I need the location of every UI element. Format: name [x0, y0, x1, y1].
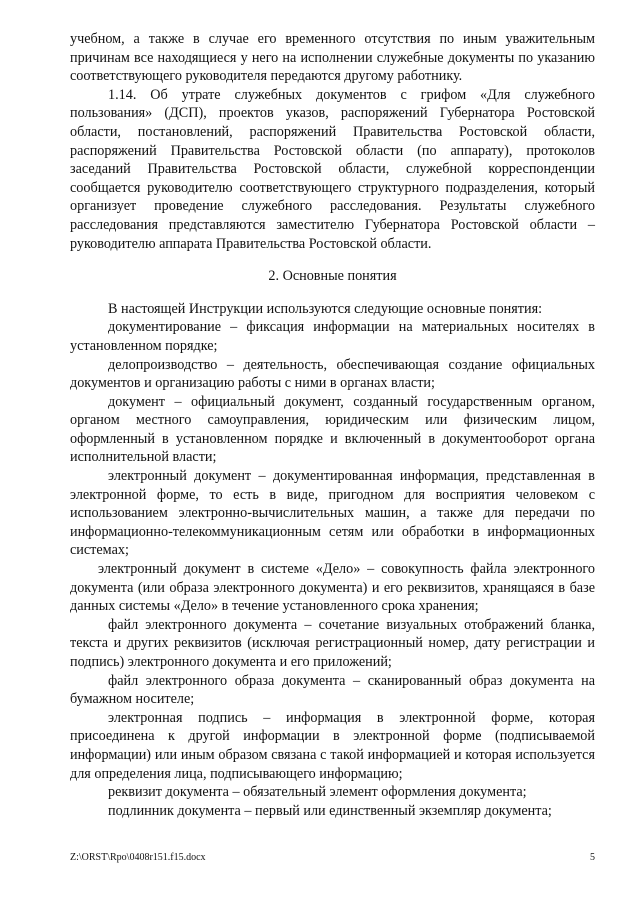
paragraph-1-14: 1.14. Об утрате служебных документов с грифом «Для служебного пользования» (ДСП), проектов указов, распоряжений Губернатора Ростовской области, постановлений, распоряжений Правительства Ростовской области, распоряжений Правительства Ростовской области (по аппарату), протоколов заседаний Правительства Ростовской области, служебной корреспонденции сообщается руководителю соответствующего структурного подразделения, который организует проведение служебного расследования. Результаты служебного расследования представляются заместителю Губернатора Ростовской области – руководителю аппарата Правительства Ростовской области.	[70, 86, 595, 252]
definition-documenting: документирование – фиксация информации на материальных носителях в установленном порядке;	[70, 319, 595, 354]
paragraph-intro: В настоящей Инструкции используются следующие основные понятия:	[108, 300, 543, 317]
document-page	[70, 30, 595, 820]
definition-electronic-signature: электронная подпись – информация в электронной форме, которая присоединена к другой информации в электронной форме (подписываемой информации) или иным образом связана с такой информацией и которая используется для определения лица, подписывающего информацию;	[70, 709, 595, 782]
paragraph-continuation: учебном, а также в случае его временного отсутствия по иным уважительным причинам все находящиеся у него на исполнении служебные документы по указанию соответствующего руководителя передаются другому работнику.	[70, 31, 595, 85]
definition-electronic-image-file: файл электронного образа документа – сканированный образ документа на бумажном носителе;	[70, 672, 595, 708]
definition-electronic-document-file: файл электронного документа – сочетание визуальных отображений бланка, текста и других реквизитов (исключая регистрационный номер, дату регистрации и подпись) электронного документа и его приложений;	[70, 616, 595, 670]
definition-original-document: подлинник документа – первый или единственный экземпляр документа;	[108, 802, 552, 819]
definition-electronic-document: электронный документ – документированная информация, представленная в электронной форме, то есть в виде, пригодном для восприятия человеком с использованием электронно-вычислительных машин, а также для передачи по информационно-телекоммуникационным сетям или обработки в информационных системах;	[70, 468, 595, 559]
definition-electronic-document-delo: электронный документ в системе «Дело» – совокупность файла электронного документа (или образа электронного документа) и его реквизитов, хранящаяся в базе данных системы «Дело» в течение установленного срока хранения;	[70, 561, 595, 615]
definition-document: документ – официальный документ, созданный государственным органом, органом местного самоуправления, юридическим или физическим лицом, оформленный в установленном порядке и включенный в документооборот органа исполнительной власти;	[70, 393, 595, 466]
footer-page-number: 5	[590, 852, 595, 863]
section-title: 2. Основные понятия	[268, 268, 397, 285]
footer-file-path: Z:\ORST\Rpo\0408r151.f15.docx	[70, 852, 206, 863]
definition-document-requisite: реквизит документа – обязательный элемент оформления документа;	[108, 784, 527, 801]
definition-records-management: делопроизводство – деятельность, обеспечивающая создание официальных документов и организацию работы с ними в органах власти;	[70, 356, 595, 392]
